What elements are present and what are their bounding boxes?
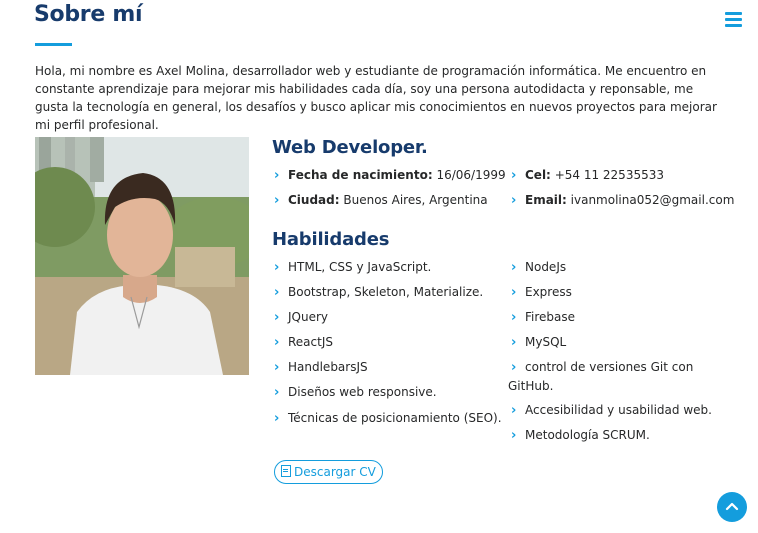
chevron-right-icon: › — [511, 310, 517, 325]
download-cv-button[interactable]: Descargar CV — [274, 460, 383, 484]
skill-item: › Firebase — [511, 310, 576, 325]
chevron-right-icon: › — [274, 385, 280, 400]
chevron-up-icon — [725, 500, 739, 514]
chevron-right-icon: › — [274, 285, 280, 300]
skill-item: › Diseños web responsive. — [274, 385, 437, 400]
role-heading: Web Developer. — [272, 137, 428, 158]
title-underline — [35, 43, 72, 46]
section-title: Sobre mí — [34, 2, 143, 27]
skills-heading: Habilidades — [272, 229, 390, 250]
skill-item: › Accesibilidad y usabilidad web. — [511, 403, 712, 418]
intro-text: Hola, mi nombre es Axel Molina, desarrollador web y estudiante de programación informática. Me encuentro en constante aprendizaje para mejorar mis habilidades cada día, soy una persona autodidacta y reponsable, me gusta la tecnología en general, los desafíos y busco aplicar mis conocimientos en nuevos proyectos para mejorar mi perfil profesional. — [35, 64, 717, 132]
chevron-right-icon: › — [274, 411, 280, 426]
skill-item: › Bootstrap, Skeleton, Materialize. — [274, 285, 484, 300]
chevron-right-icon: › — [511, 285, 517, 300]
chevron-right-icon: › — [511, 428, 517, 443]
skill-item: › Técnicas de posicionamiento (SEO). — [274, 411, 502, 426]
chevron-right-icon: › — [274, 168, 280, 183]
skill-item: › Express — [511, 285, 572, 300]
skill-item: › MySQL — [511, 335, 567, 350]
profile-photo — [35, 137, 249, 375]
skill-item: › HTML, CSS y JavaScript. — [274, 260, 432, 275]
chevron-right-icon: › — [511, 168, 517, 183]
skill-item: › JQuery — [274, 310, 329, 325]
chevron-right-icon: › — [274, 360, 280, 375]
chevron-right-icon: › — [511, 403, 517, 418]
hamburger-menu-icon — [725, 12, 742, 15]
skill-item: › ReactJS — [274, 335, 333, 350]
menu-toggle-button[interactable] — [725, 12, 742, 30]
info-city: › Ciudad: Buenos Aires, Argentina — [274, 193, 488, 208]
skill-item: › Metodología SCRUM. — [511, 428, 650, 443]
chevron-right-icon: › — [511, 260, 517, 275]
chevron-right-icon: › — [274, 260, 280, 275]
info-phone: › Cel: +54 11 22535533 — [511, 168, 664, 183]
info-birthdate: › Fecha de nacimiento: 16/06/1999 — [274, 168, 506, 183]
chevron-right-icon: › — [511, 335, 517, 350]
skill-item: › HandlebarsJS — [274, 360, 368, 375]
chevron-right-icon: › — [511, 193, 517, 208]
back-to-top-button[interactable] — [717, 492, 747, 522]
chevron-right-icon: › — [274, 335, 280, 350]
skill-item: › NodeJs — [511, 260, 567, 275]
skill-item: › control de versiones Git con GitHub. — [508, 360, 694, 393]
chevron-right-icon: › — [511, 360, 517, 375]
chevron-right-icon: › — [274, 310, 280, 325]
chevron-right-icon: › — [274, 193, 280, 208]
info-email: › Email: ivanmolina052@gmail.com — [511, 193, 735, 208]
file-icon — [281, 465, 291, 477]
